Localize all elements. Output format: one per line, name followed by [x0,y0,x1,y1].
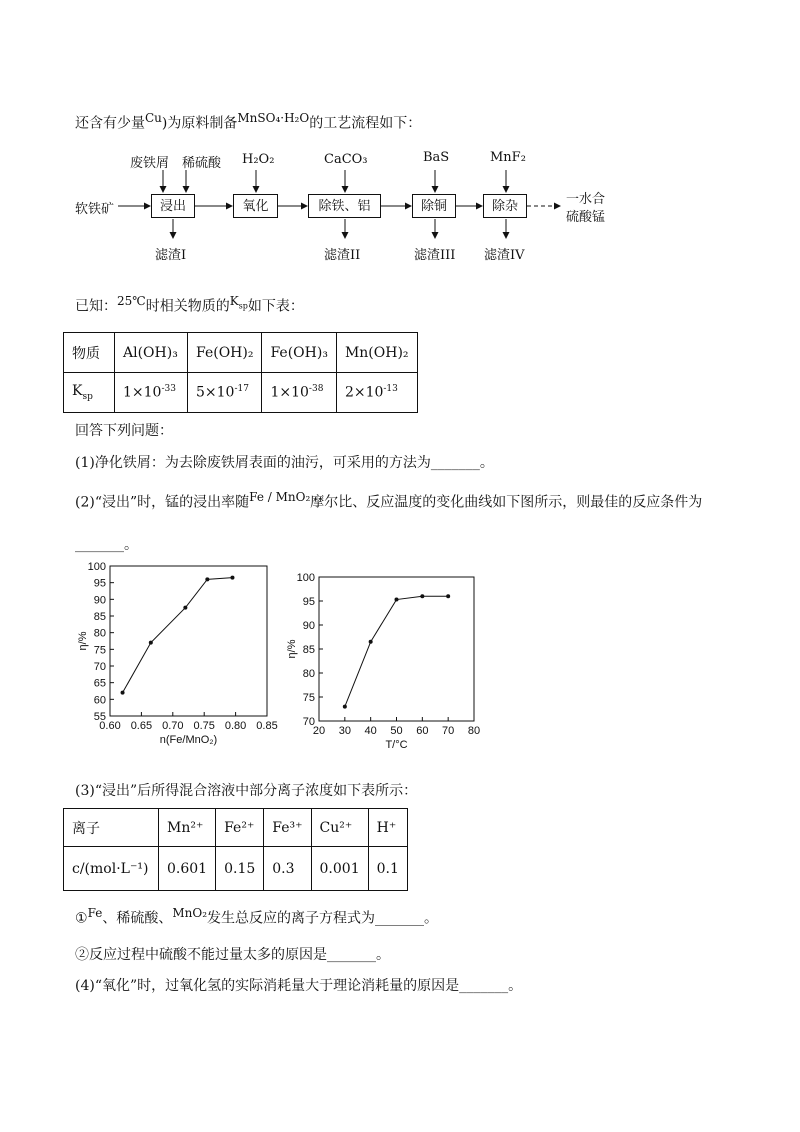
data-point [395,598,399,602]
data-point [343,705,347,709]
chart-temperature [285,568,485,753]
x-tick-label: 0.80 [224,720,247,732]
ion-table [63,808,408,891]
known-line [75,294,304,316]
y-tick-label: 70 [302,716,315,728]
flow-arrows [0,0,800,280]
x-tick-label: 70 [442,725,455,737]
x-tick-label: 30 [338,725,351,737]
product-line2: 硫酸锰 [566,210,606,225]
x-tick-label: 0.70 [162,720,184,732]
series-line [345,596,448,706]
y-axis-label: η/% [286,639,298,659]
ksp-header-cell: Fe(OH)₂ [188,333,262,373]
chart-ratio [77,558,280,753]
ksp-header-cell: Mn(OH)₂ [336,333,417,373]
ksp-header-cell: 物质 [64,333,115,373]
step-leaching: 浸出 [151,194,195,218]
x-tick-label: 0.75 [193,720,215,732]
residue-3: 滤渣III [414,248,456,263]
x-tick-label: 0.85 [256,720,278,732]
x-axis-label: n(Fe/MnO₂) [159,734,218,746]
data-point [183,606,187,610]
y-tick-label: 100 [87,561,106,573]
y-tick-label: 95 [93,577,106,590]
x-axis-label: T/°C [385,739,408,751]
intro-mid: )为原料制备 [161,115,238,132]
ion-header-row [64,809,408,847]
reagent-scrap-iron: 废铁屑 [130,156,170,171]
q3-1-mid: 、稀硫酸、 [102,910,173,927]
ksp-value-cell: $5\times 10^{-17}$ [188,373,262,413]
ksp-row-label: $K_{sp}$ [64,373,115,413]
ksp-header-cell: Fe(OH)₃ [262,333,336,373]
step-remove-impurity: 除杂 [483,194,527,218]
intro-cu: Cu [145,111,162,125]
y-tick-label: 60 [93,694,106,707]
ion-row-label: c/(mol·L⁻¹) [64,847,159,891]
question-2 [75,490,702,512]
ion-value-cell: 0.001 [311,847,368,891]
y-tick-label: 55 [93,711,106,723]
x-tick-label: 0.60 [99,720,121,732]
ksp-table [63,332,418,413]
process-flow-diagram [0,0,800,280]
ion-header-cell: Cu²⁺ [311,809,368,847]
ion-value-cell: 0.1 [368,847,407,891]
step-remove-fe-al: 除铁、铝 [308,194,381,218]
y-tick-label: 85 [93,611,106,623]
known-suffix: 如下表： [247,298,304,315]
y-tick-label: 90 [93,594,106,607]
data-point [121,691,125,695]
intro-formula: MnSO₄·H₂O [237,111,310,125]
y-tick-label: 80 [93,627,106,640]
q2-suffix: 摩尔比、反应温度的变化曲线如下图所示，则最佳的反应条件为 [310,494,703,511]
reagent-mnf2: MnF₂ [490,150,526,165]
question-3: (3)“浸出”后所得混合溶液中部分离子浓度如下表所示： [75,783,418,799]
ksp-value-cell: $2\times 10^{-13}$ [336,373,417,413]
known-temp: 25℃ [117,294,146,308]
intro-suffix: 的工艺流程如下： [309,115,422,132]
ion-header-cell: Fe²⁺ [216,809,264,847]
data-point [446,594,450,598]
question-1: (1)净化铁屑：为去除废铁屑表面的油污，可采用的方法为_______。 [75,455,494,471]
q2-ratio: Fe / MnO₂ [249,490,311,504]
ksp-value-cell: $1\times 10^{-33}$ [115,373,188,413]
question-4: (4)“氧化”时，过氧化氢的实际消耗量大于理论消耗量的原因是_______。 [75,978,523,994]
question-3-1 [75,906,438,928]
q3-1-prefix: ① [75,910,88,927]
ion-header-cell: H⁺ [368,809,407,847]
x-tick-label: 20 [312,725,326,737]
step-remove-cu: 除铜 [412,194,456,218]
q2-prefix: (2)“浸出”时，锰的浸出率随 [75,494,250,511]
q3-1-mno2: MnO₂ [172,906,208,920]
series-line [123,578,233,693]
y-tick-label: 100 [296,572,315,584]
known-mid: 时相关物质的 [145,298,230,315]
residue-1: 滤渣I [155,248,187,263]
ksp-header-cell: Al(OH)₃ [115,333,188,373]
ion-value-cell: 0.15 [216,847,264,891]
data-point [369,640,373,644]
reagent-bas: BaS [423,150,450,165]
y-tick-label: 70 [93,661,106,673]
q3-1-fe: Fe [87,906,103,920]
ion-header-cell: 离子 [64,809,159,847]
known-prefix: 已知： [75,298,117,315]
ksp-value-row [64,373,418,413]
y-tick-label: 90 [302,620,315,632]
y-tick-label: 75 [302,692,315,704]
data-point [420,594,424,598]
x-tick-label: 60 [416,725,429,737]
ion-value-cell: 0.3 [264,847,311,891]
x-tick-label: 0.65 [130,720,153,732]
data-point [230,576,234,580]
input-ore: 软铁矿 [75,202,115,217]
x-tick-label: 40 [364,725,377,737]
reagent-h2o2: H₂O₂ [242,152,275,167]
ion-header-cell: Mn²⁺ [159,809,216,847]
ion-header-cell: Fe³⁺ [264,809,311,847]
y-tick-label: 80 [302,668,315,680]
residue-2: 滤渣II [324,248,361,263]
product-line1: 一水合 [566,192,606,207]
intro-prefix: 还含有少量 [75,115,145,132]
ion-value-row [64,847,408,891]
x-tick-label: 50 [390,725,403,737]
ksp-value-cell: $1\times 10^{-38}$ [262,373,336,413]
data-point [149,641,153,645]
ion-value-cell: 0.601 [159,847,216,891]
y-tick-label: 65 [93,677,106,690]
y-tick-label: 85 [302,644,315,656]
y-tick-label: 95 [302,596,315,608]
y-axis-label: η/% [77,631,89,651]
reagent-dilute-acid: 稀硫酸 [182,156,222,171]
ksp-header-row [64,333,418,373]
plot-frame [110,566,267,716]
q3-1-suffix: 发生总反应的离子方程式为_______。 [207,910,439,927]
question-2-blank: _______。 [75,537,138,553]
question-3-2: ②反应过程中硫酸不能过量太多的原因是_______。 [75,947,390,963]
y-tick-label: 75 [93,644,106,657]
x-tick-label: 80 [467,725,481,737]
step-oxidation: 氧化 [233,194,278,218]
question-intro: 回答下列问题： [75,423,173,439]
data-point [205,577,209,581]
known-ksp: Ksp [229,294,248,311]
residue-4: 滤渣IV [484,248,525,263]
reagent-caco3: CaCO₃ [324,152,368,167]
